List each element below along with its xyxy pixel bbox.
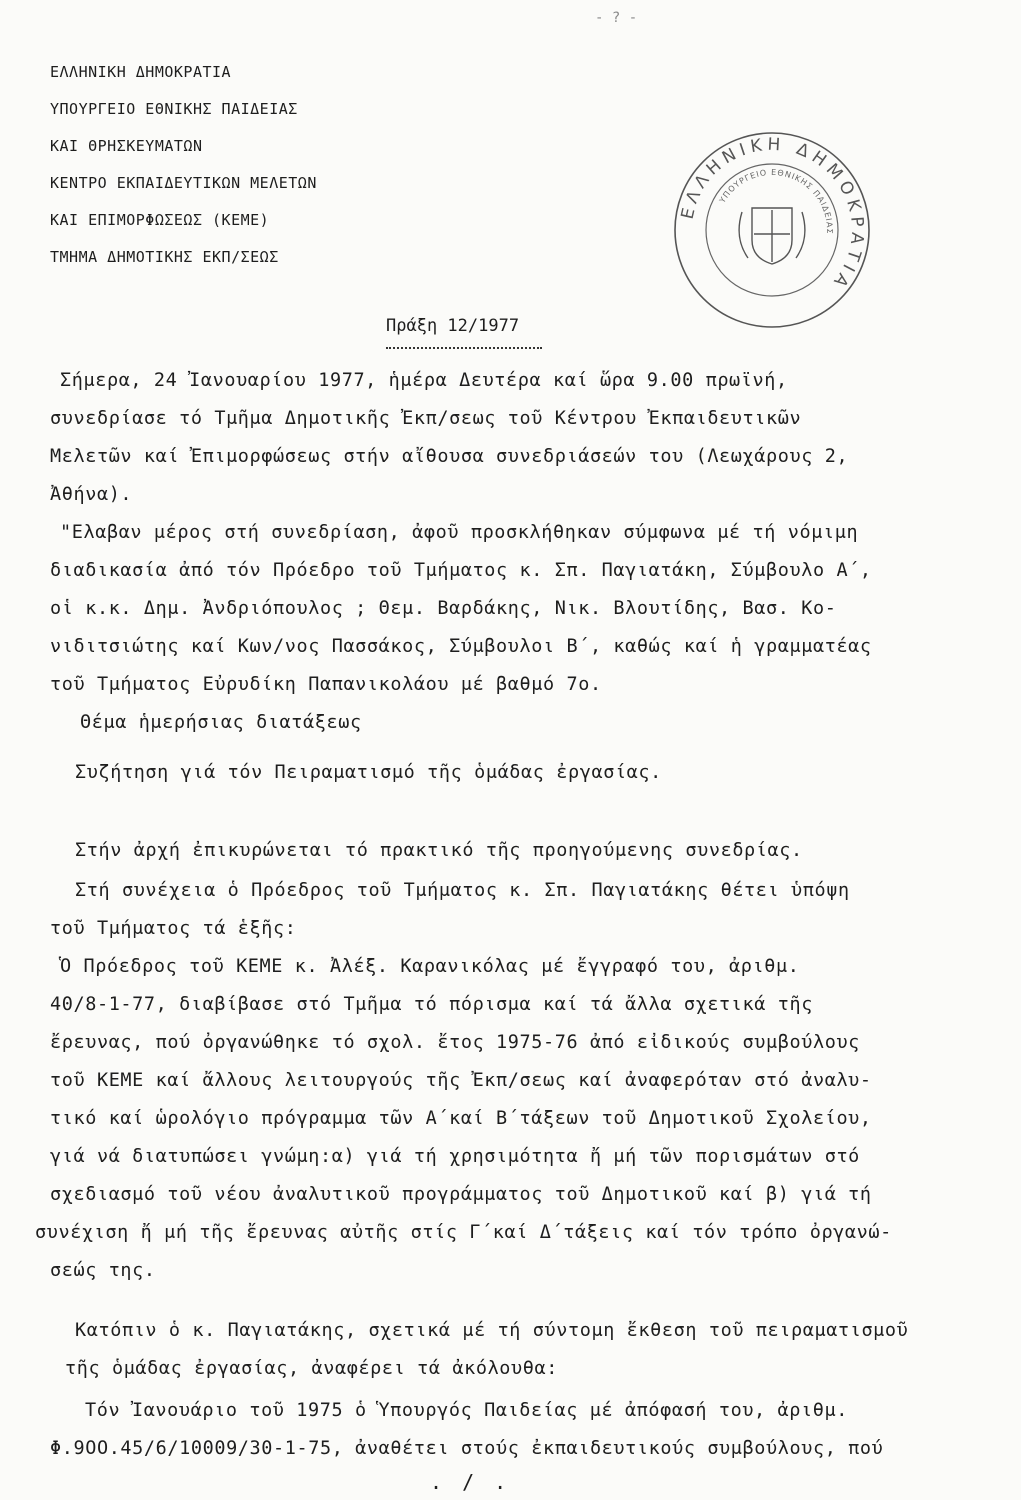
act-title: Πράξη 12/1977	[386, 316, 520, 336]
title-underline	[386, 347, 542, 349]
text-line: Στήν ἀρχή ἐπικυρώνεται τό πρακτικό τῆς προηγούμενης συνεδρίας.	[75, 840, 803, 861]
text-line: σχεδιασμό τοῦ νέου ἀναλυτικοῦ προγράμματος τοῦ Δημοτικοῦ καί β) γιά τή	[50, 1184, 872, 1205]
letterhead-line: ΕΛΛΗΝΙΚΗ ΔΗΜΟΚΡΑΤΙΑ	[50, 63, 232, 81]
text-line: Κατόπιν ὁ κ. Παγιατάκης, σχετικά μέ τή σύντομη ἔκθεση τοῦ πειραματισμοῦ	[75, 1320, 909, 1341]
text-line: Μελετῶν καί Ἐπιμορφώσεως στήν αἴθουσα συνεδριάσεών του (Λεωχάρους 2,	[50, 446, 849, 467]
text-line: "Ελαβαν μέρος στή συνεδρίαση, ἀφοῦ προσκλήθηκαν σύμφωνα μέ τή νόμιμη	[60, 522, 859, 543]
text-line: οἱ κ.κ. Δημ. Ἀνδριόπουλος ; Θεμ. Βαρδάκης, Νικ. Βλουτίδης, Βασ. Κο-	[50, 598, 837, 619]
letterhead-line: ΥΠΟΥΡΓΕΙΟ ΕΘΝΙΚΗΣ ΠΑΙΔΕΙΑΣ	[50, 100, 298, 118]
letterhead	[50, 54, 317, 276]
text-line: τοῦ Τμήματος τά ἑξῆς:	[50, 918, 297, 939]
letterhead-line: ΚΕΝΤΡΟ ΕΚΠΑΙΔΕΥΤΙΚΩΝ ΜΕΛΕΤΩΝ	[50, 174, 317, 192]
stamp-inner-text: ΥΠΟΥΡΓΕΙΟ ΕΘΝΙΚΗΣ ΠΑΙΔΕΙΑΣ	[717, 167, 835, 235]
text-line: Ἀθήνα).	[50, 484, 133, 505]
text-line: συνέχιση ἤ μή τῆς ἔρευνας αὐτῆς στίς Γ΄καί Δ΄τάξεις καί τόν τρόπο ὀργανώ-	[35, 1222, 892, 1243]
stamp-outer-text: ΕΛΛΗΝΙΚΗ ΔΗΜΟΚΡΑΤΙΑ	[677, 134, 868, 295]
letterhead-line: ΤΜΗΜΑ ΔΗΜΟΤΙΚΗΣ ΕΚΠ/ΣΕΩΣ	[50, 248, 279, 266]
text-line: τῆς ὁμάδας ἐργασίας, ἀναφέρει τά ἀκόλουθα:	[65, 1358, 558, 1379]
coat-of-arms-icon	[739, 208, 805, 264]
text-line: Ὁ Πρόεδρος τοῦ ΚΕΜΕ κ. Ἀλέξ. Καρανικόλας μέ ἔγγραφό του, ἀριθμ.	[60, 956, 800, 977]
text-line: διαδικασία ἀπό τόν Πρόεδρο τοῦ Τμήματος κ. Σπ. Παγιατάκη, Σύμβουλο Α΄,	[50, 560, 872, 581]
letterhead-line: ΚΑΙ ΘΡΗΣΚΕΥΜΑΤΩΝ	[50, 137, 203, 155]
continuation-mark: . / .	[430, 1470, 511, 1494]
text-line: Φ.9ΟΟ.45/6/10009/30-1-75, ἀναθέτει στούς ἐκπαιδευτικούς συμβούλους, πού	[50, 1438, 884, 1459]
text-line: συνεδρίασε τό Τμῆμα Δημοτικῆς Ἐκπ/σεως τοῦ Κέντρου Ἐκπαιδευτικῶν	[50, 408, 802, 429]
text-line: γιά νά διατυπώσει γνώμη:α) γιά τή χρησιμότητα ἤ μή τῶν πορισμάτων στό	[50, 1146, 860, 1167]
letterhead-line: ΚΑΙ ΕΠΙΜΟΡΦΩΣΕΩΣ (ΚΕΜΕ)	[50, 211, 270, 229]
text-line: σεώς της.	[50, 1260, 156, 1281]
official-seal-stamp	[672, 130, 872, 330]
text-line: τικό καί ὡρολόγιο πρόγραμμα τῶν Α΄καί Β΄τάξεων τοῦ Δημοτικοῦ Σχολείου,	[50, 1108, 872, 1129]
text-line: 40/8-1-77, διαβίβασε στό Τμῆμα τό πόρισμα καί τά ἄλλα σχετικά τῆς	[50, 994, 813, 1015]
text-line: Τόν Ἰανουάριο τοῦ 1975 ὁ Ὑπουργός Παιδείας μέ ἀπόφασή του, ἀριθμ.	[85, 1400, 848, 1421]
text-line: νιδιτσιώτης καί Κων/νος Πασσάκος, Σύμβουλοι Β΄, καθώς καί ἡ γραμματέας	[50, 636, 872, 657]
agenda-heading: Θέμα ἡμερήσιας διατάξεως	[80, 712, 362, 733]
agenda-item: Συζήτηση γιά τόν Πειραματισμό τῆς ὁμάδας ἐργασίας.	[75, 762, 662, 783]
text-line: ἔρευνας, πού ὀργανώθηκε τό σχολ. ἔτος 1975-76 ἀπό εἰδικούς συμβούλους	[50, 1032, 860, 1053]
svg-text:ΥΠΟΥΡΓΕΙΟ ΕΘΝΙΚΗΣ ΠΑΙΔΕΙΑΣ	[717, 168, 834, 235]
text-line: τοῦ Τμήματος Εὐρυδίκη Παπανικολάου μέ βαθμό 7ο.	[50, 674, 602, 695]
text-line: Σήμερα, 24 Ἰανουαρίου 1977, ἡμέρα Δευτέρα καί ὥρα 9.00 πρωϊνή,	[60, 370, 788, 391]
text-line: Στή συνέχεια ὁ Πρόεδρος τοῦ Τμήματος κ. Σπ. Παγιατάκης θέτει ὑπόψη	[75, 880, 850, 901]
top-page-mark: - ? -	[595, 10, 638, 26]
text-line: τοῦ ΚΕΜΕ καί ἄλλους λειτουργούς τῆς Ἐκπ/σεως καί ἀναφερόταν στό ἀναλυ-	[50, 1070, 872, 1091]
